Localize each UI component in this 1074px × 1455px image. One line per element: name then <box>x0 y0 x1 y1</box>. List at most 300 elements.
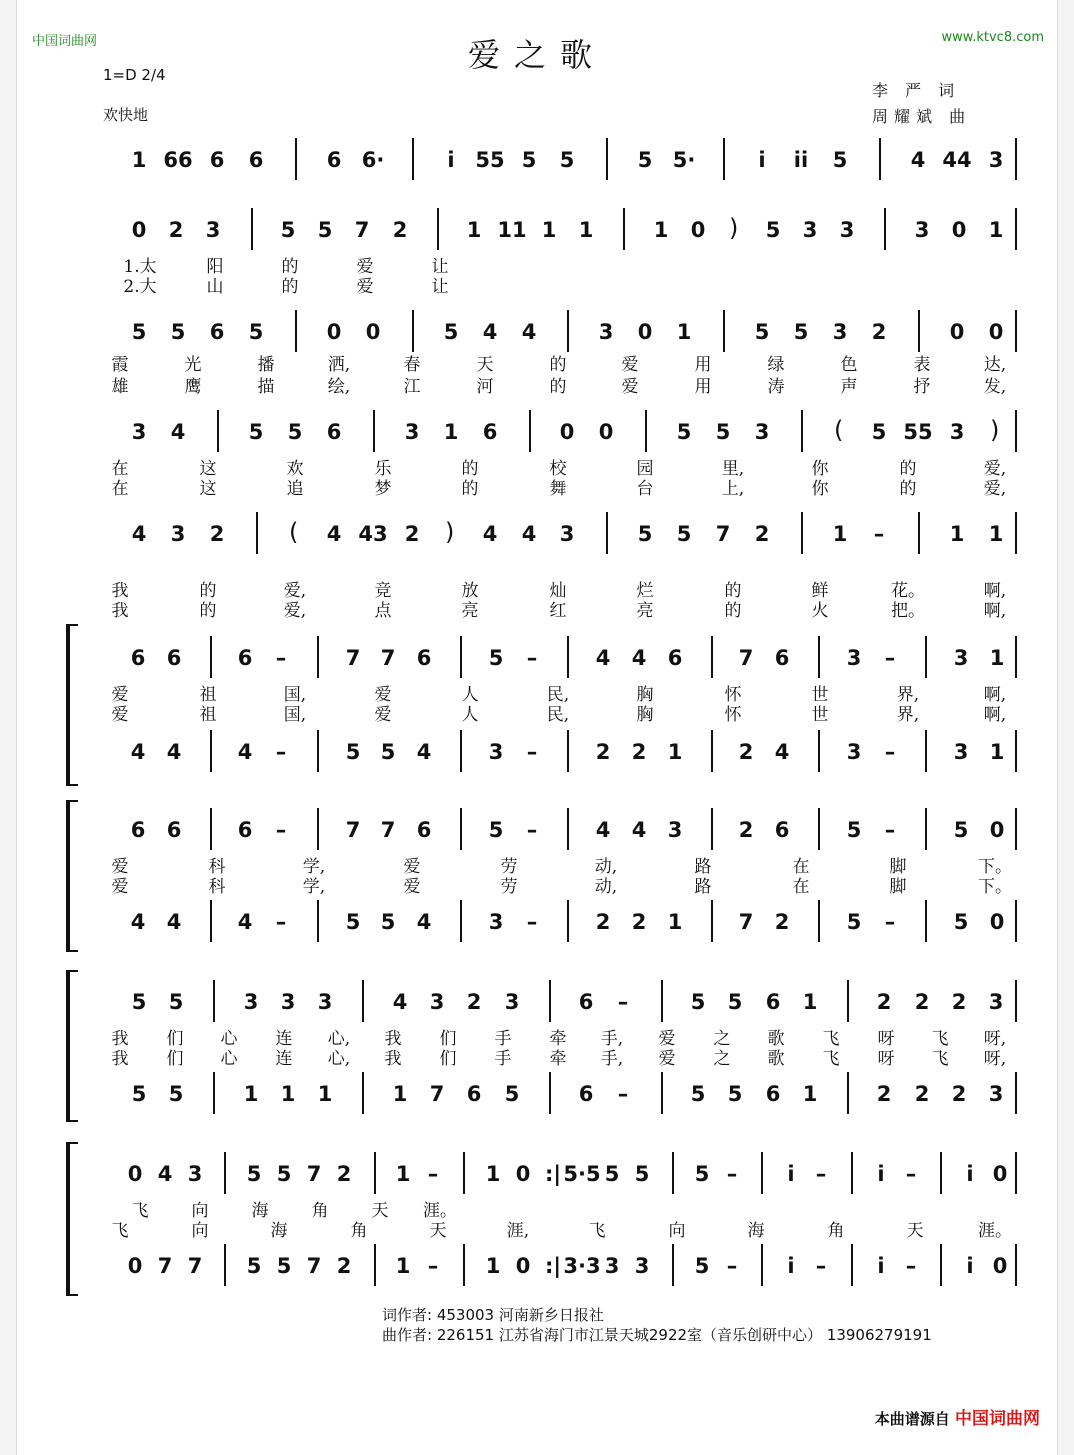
note: i <box>787 1254 795 1278</box>
lyric-char: 呀, <box>983 1049 1007 1069</box>
lyric-line <box>0 454 1074 479</box>
note: :| <box>544 1162 562 1186</box>
note: 3 <box>170 522 186 546</box>
note: – <box>905 1254 917 1278</box>
lyric-char: 脚 <box>889 857 907 877</box>
lyric-char: 校 <box>549 459 567 479</box>
lyric-char: 乐 <box>374 459 392 479</box>
note: 4 <box>521 522 537 546</box>
note: 0 <box>988 320 1004 344</box>
bar-line <box>711 636 713 678</box>
note: i <box>966 1162 974 1186</box>
lyric-char: 播 <box>257 355 275 375</box>
bar-line <box>672 1152 674 1194</box>
lyric-char: 科 <box>208 857 226 877</box>
bar-line <box>210 900 212 942</box>
note: 5 <box>559 148 575 172</box>
note: 7 <box>738 646 754 670</box>
note: 2 <box>871 320 887 344</box>
note: 2 <box>951 1082 967 1106</box>
lyric-line <box>0 872 1074 897</box>
lyric-char: 动, <box>594 877 618 897</box>
bar-line <box>251 208 253 250</box>
lyric-char: 天 <box>906 1221 924 1241</box>
lyric-char: 爱, <box>283 601 307 621</box>
note: 6 <box>667 646 683 670</box>
bar-line <box>213 980 215 1022</box>
note: 1 <box>541 218 557 242</box>
note: 4 <box>237 910 253 934</box>
note: 2 <box>336 1254 352 1278</box>
bar-line <box>460 636 462 678</box>
source-site: 中国词曲网 <box>955 1409 1040 1429</box>
note: – <box>884 646 896 670</box>
lyric-char: 的 <box>549 355 567 375</box>
note: 5·5 <box>563 1162 601 1186</box>
note: 2 <box>168 218 184 242</box>
lyric-line <box>0 474 1074 499</box>
bar-line <box>529 410 531 452</box>
note: 3 <box>488 910 504 934</box>
note: 5· <box>672 148 696 172</box>
bar-line <box>463 1152 465 1194</box>
lyric-char: 爱 <box>111 685 129 705</box>
note: 2 <box>951 990 967 1014</box>
lyric-char: 表 <box>913 355 931 375</box>
bar-line <box>918 512 920 554</box>
note: 5 <box>131 320 147 344</box>
bar-line <box>606 138 608 180</box>
lyric-char: 红 <box>549 601 567 621</box>
lyric-char: 手 <box>494 1049 512 1069</box>
notation-row <box>0 990 1074 1018</box>
lyric-line <box>0 1216 1074 1241</box>
note: 2 <box>631 910 647 934</box>
note: 1 <box>676 320 692 344</box>
system-brace-4 <box>66 1142 78 1296</box>
lyric-char: 这 <box>199 479 217 499</box>
note: – <box>275 740 287 764</box>
lyric-char: 之 <box>713 1029 731 1049</box>
lyric-char: 这 <box>199 459 217 479</box>
note: 2 <box>876 1082 892 1106</box>
lyric-char: 飞 <box>131 1201 149 1221</box>
lyric-char: 声 <box>840 377 858 397</box>
bar-line <box>1015 310 1017 352</box>
note: 1 <box>578 218 594 242</box>
lyric-char: 舞 <box>549 479 567 499</box>
note: 2 <box>738 740 754 764</box>
note: 0 <box>365 320 381 344</box>
composer-credit: 周耀斌 曲 <box>872 107 972 126</box>
note: 3 <box>205 218 221 242</box>
bar-line <box>210 636 212 678</box>
bar-line <box>1015 980 1017 1022</box>
note: 5 <box>694 1254 710 1278</box>
lyric-char: 怀 <box>724 705 742 725</box>
note: 5 <box>832 148 848 172</box>
note: 2 <box>466 990 482 1014</box>
lyric-char: 海 <box>747 1221 765 1241</box>
lyric-char: 脚 <box>889 877 907 897</box>
parenthesis: ( <box>289 518 299 546</box>
note: 0 <box>989 910 1005 934</box>
lyric-char: 爱 <box>403 857 421 877</box>
note: 5 <box>248 420 264 444</box>
note: 1 <box>989 740 1005 764</box>
bar-line <box>460 808 462 850</box>
lyric-char: 啊, <box>983 685 1007 705</box>
note: 0 <box>515 1162 531 1186</box>
note: 7 <box>738 910 754 934</box>
lyric-char: 劳 <box>500 877 518 897</box>
note: 3 <box>429 990 445 1014</box>
lyric-char: 的 <box>899 459 917 479</box>
note: 3 <box>317 990 333 1014</box>
lyric-char: 爱 <box>658 1049 676 1069</box>
lyric-char: 呀 <box>877 1029 895 1049</box>
note: 5 <box>168 990 184 1014</box>
lyric-char: 连 <box>275 1049 293 1069</box>
bar-line <box>918 310 920 352</box>
note: 4 <box>392 990 408 1014</box>
note: 4 <box>131 522 147 546</box>
note: 2 <box>392 218 408 242</box>
note: – <box>884 910 896 934</box>
bar-line <box>847 980 849 1022</box>
lyric-char: 亮 <box>461 601 479 621</box>
note: 5 <box>504 1082 520 1106</box>
lyric-char: 科 <box>208 877 226 897</box>
lyric-char: 学, <box>302 877 326 897</box>
notation-row <box>0 416 1074 448</box>
note: 3 <box>280 990 296 1014</box>
system-brace-1 <box>66 624 78 786</box>
bar-line <box>567 808 569 850</box>
note: 3 <box>949 420 965 444</box>
lyric-char: 飞 <box>588 1221 606 1241</box>
note: 5 <box>380 740 396 764</box>
lyric-char: 爱 <box>374 685 392 705</box>
note: 4 <box>631 818 647 842</box>
note: 1 <box>392 1082 408 1106</box>
lyric-line <box>0 680 1074 705</box>
note: 1 <box>443 420 459 444</box>
lyric-char: 飞 <box>822 1029 840 1049</box>
note: 5 <box>488 646 504 670</box>
note: 5 <box>287 420 303 444</box>
note: 3 <box>488 740 504 764</box>
note: 5 <box>634 1162 650 1186</box>
lyric-char: 手, <box>600 1049 624 1069</box>
notation-row <box>0 214 1074 246</box>
note: 6 <box>209 148 225 172</box>
lyric-char: 2.大 <box>123 277 157 297</box>
note: 5 <box>871 420 887 444</box>
lyric-char: 梦 <box>374 479 392 499</box>
notation-row <box>0 740 1074 768</box>
note: 43 <box>358 522 388 546</box>
lyric-char: 色 <box>840 355 858 375</box>
lyric-char: 们 <box>166 1029 184 1049</box>
note: 1 <box>395 1254 411 1278</box>
note: 7 <box>380 818 396 842</box>
note: 2 <box>914 990 930 1014</box>
bar-line <box>224 1244 226 1286</box>
lyric-char: 春 <box>403 355 421 375</box>
lyric-char: 的 <box>281 277 299 297</box>
note: 2 <box>631 740 647 764</box>
note: 5 <box>345 910 361 934</box>
lyric-char: 台 <box>636 479 654 499</box>
bar-line <box>818 900 820 942</box>
lyric-char: 路 <box>694 857 712 877</box>
note: 5 <box>754 320 770 344</box>
bar-line <box>925 900 927 942</box>
lyric-char: 绘, <box>327 377 351 397</box>
notation-row <box>0 1082 1074 1110</box>
note: 7 <box>306 1254 322 1278</box>
note: – <box>427 1254 439 1278</box>
bar-line <box>1015 208 1017 250</box>
note: 5 <box>380 910 396 934</box>
bar-line <box>373 410 375 452</box>
lyric-char: 用 <box>694 377 712 397</box>
lyric-char: 天 <box>429 1221 447 1241</box>
system-brace-3 <box>66 970 78 1122</box>
note: 1 <box>131 148 147 172</box>
note: 1 <box>667 910 683 934</box>
note: 0 <box>992 1162 1008 1186</box>
bar-line <box>217 410 219 452</box>
lyric-char: 放 <box>461 581 479 601</box>
note: – <box>905 1162 917 1186</box>
lyric-char: 飞 <box>931 1029 949 1049</box>
note: – <box>526 646 538 670</box>
note: 5 <box>521 148 537 172</box>
lyric-char: 啊, <box>983 705 1007 725</box>
note: 3 <box>988 1082 1004 1106</box>
lyric-char: 花。 <box>891 581 925 601</box>
lyric-char: 角 <box>311 1201 329 1221</box>
note: 5 <box>637 522 653 546</box>
lyric-char: 园 <box>636 459 654 479</box>
lyric-char: 爱 <box>374 705 392 725</box>
bar-line <box>317 730 319 772</box>
bar-line <box>925 730 927 772</box>
bar-line <box>213 1072 215 1114</box>
note: – <box>427 1162 439 1186</box>
lyric-char: 们 <box>439 1049 457 1069</box>
bar-line <box>210 808 212 850</box>
note: 6 <box>765 990 781 1014</box>
lyric-char: 爱, <box>983 459 1007 479</box>
lyric-char: 绿 <box>767 355 785 375</box>
note: 0 <box>690 218 706 242</box>
lyric-char: 我 <box>384 1049 402 1069</box>
note: 1 <box>802 1082 818 1106</box>
note: 6 <box>209 320 225 344</box>
note: 6 <box>774 646 790 670</box>
note: 3 <box>802 218 818 242</box>
note: 4 <box>521 320 537 344</box>
lyric-char: 们 <box>439 1029 457 1049</box>
note: 5 <box>488 818 504 842</box>
note: – <box>526 740 538 764</box>
notation-row <box>0 1162 1074 1190</box>
bar-line <box>362 1072 364 1114</box>
lyric-char: 啊, <box>983 581 1007 601</box>
note: 4 <box>774 740 790 764</box>
parenthesis: ) <box>445 518 455 546</box>
note: 3 <box>846 740 862 764</box>
note: – <box>815 1254 827 1278</box>
composer-contact: 曲作者: 226151 江苏省海门市江景天城2922室（音乐创研中心） 13906279191 <box>382 1326 932 1344</box>
bar-line <box>567 900 569 942</box>
note: 2 <box>209 522 225 546</box>
bar-line <box>460 730 462 772</box>
bar-line <box>645 410 647 452</box>
note: 5 <box>793 320 809 344</box>
lyric-char: 火 <box>811 601 829 621</box>
lyric-char: 手, <box>600 1029 624 1049</box>
note: 1 <box>466 218 482 242</box>
lyric-char: 描 <box>257 377 275 397</box>
site-name-left: 中国词曲网 <box>32 34 98 49</box>
bar-line <box>723 138 725 180</box>
note: 6 <box>237 646 253 670</box>
note: 0 <box>127 1254 143 1278</box>
bar-line <box>567 730 569 772</box>
lyric-char: 学, <box>302 857 326 877</box>
note: 0 <box>131 218 147 242</box>
note: 1 <box>243 1082 259 1106</box>
lyric-char: 国, <box>283 705 307 725</box>
note: 5 <box>276 1254 292 1278</box>
lyric-char: 抒 <box>913 377 931 397</box>
note: 1 <box>832 522 848 546</box>
bar-line <box>661 1072 663 1114</box>
lyric-line <box>0 852 1074 877</box>
note: 5 <box>317 218 333 242</box>
lyric-char: 河 <box>476 377 494 397</box>
lyricist-contact: 词作者: 453003 河南新乡日报社 <box>382 1306 604 1324</box>
bar-line <box>711 900 713 942</box>
note: 5 <box>690 1082 706 1106</box>
lyric-char: 海 <box>270 1221 288 1241</box>
note: 1 <box>988 218 1004 242</box>
note: 5 <box>953 910 969 934</box>
bar-line <box>1015 1244 1017 1286</box>
lyric-char: 心 <box>220 1049 238 1069</box>
note: 0 <box>515 1254 531 1278</box>
lyric-char: 我 <box>111 601 129 621</box>
note: 3 <box>243 990 259 1014</box>
lyric-char: 爱 <box>621 377 639 397</box>
note: 7 <box>715 522 731 546</box>
parenthesis: ( <box>834 416 844 444</box>
bar-line <box>884 208 886 250</box>
note: – <box>275 646 287 670</box>
note: 6 <box>416 646 432 670</box>
lyric-char: 涯, <box>506 1221 530 1241</box>
lyric-line <box>0 700 1074 725</box>
note: 1 <box>667 740 683 764</box>
system-brace-2 <box>66 800 78 952</box>
lyric-char: 爱 <box>356 277 374 297</box>
note: 2 <box>914 1082 930 1106</box>
note: 4 <box>157 1162 173 1186</box>
bar-line <box>711 730 713 772</box>
lyric-char: 啊, <box>983 601 1007 621</box>
source-label: 本曲谱源自 <box>874 1410 950 1428</box>
note: 2 <box>595 740 611 764</box>
note: 1 <box>280 1082 296 1106</box>
lyric-char: 世 <box>811 685 829 705</box>
lyric-char: 怀 <box>724 685 742 705</box>
lyric-char: 江 <box>403 377 421 397</box>
note: i <box>877 1254 885 1278</box>
bar-line <box>925 808 927 850</box>
lyric-char: 角 <box>827 1221 845 1241</box>
bar-line <box>925 636 927 678</box>
lyric-char: 的 <box>199 601 217 621</box>
bar-line <box>295 310 297 352</box>
note: 5 <box>676 420 692 444</box>
bar-line <box>1015 1072 1017 1114</box>
note: 5 <box>168 1082 184 1106</box>
note: 4 <box>595 646 611 670</box>
lyric-char: 海 <box>251 1201 269 1221</box>
note: – <box>617 990 629 1014</box>
lyric-char: 人 <box>461 685 479 705</box>
lyric-line <box>0 596 1074 621</box>
lyric-char: 让 <box>431 277 449 297</box>
bar-line <box>1015 410 1017 452</box>
lyric-char: 心, <box>327 1029 351 1049</box>
note: 5 <box>276 1162 292 1186</box>
lyric-char: 爱 <box>111 877 129 897</box>
lyric-char: 下。 <box>978 877 1012 897</box>
lyric-char: 爱 <box>111 705 129 725</box>
bar-line <box>412 310 414 352</box>
note: 3 <box>598 320 614 344</box>
parenthesis: ) <box>729 214 739 242</box>
bar-line <box>940 1244 942 1286</box>
lyric-char: 胸 <box>636 685 654 705</box>
note: 1 <box>485 1254 501 1278</box>
bar-line <box>295 138 297 180</box>
note: 6 <box>774 818 790 842</box>
note: 3 <box>667 818 683 842</box>
lyricist-credit: 李 严 词 <box>872 81 961 100</box>
bar-line <box>549 1072 551 1114</box>
note: – <box>873 522 885 546</box>
bar-line <box>818 808 820 850</box>
lyric-char: 让 <box>431 257 449 277</box>
bar-line <box>847 1072 849 1114</box>
note: 5 <box>604 1162 620 1186</box>
note: 5 <box>690 990 706 1014</box>
note: 3 <box>404 420 420 444</box>
note: 6 <box>326 148 342 172</box>
parenthesis: ) <box>990 416 1000 444</box>
lyric-char: 爱, <box>283 581 307 601</box>
note: 7 <box>345 818 361 842</box>
note: 5 <box>846 818 862 842</box>
bar-line <box>818 636 820 678</box>
note: 5 <box>131 1082 147 1106</box>
